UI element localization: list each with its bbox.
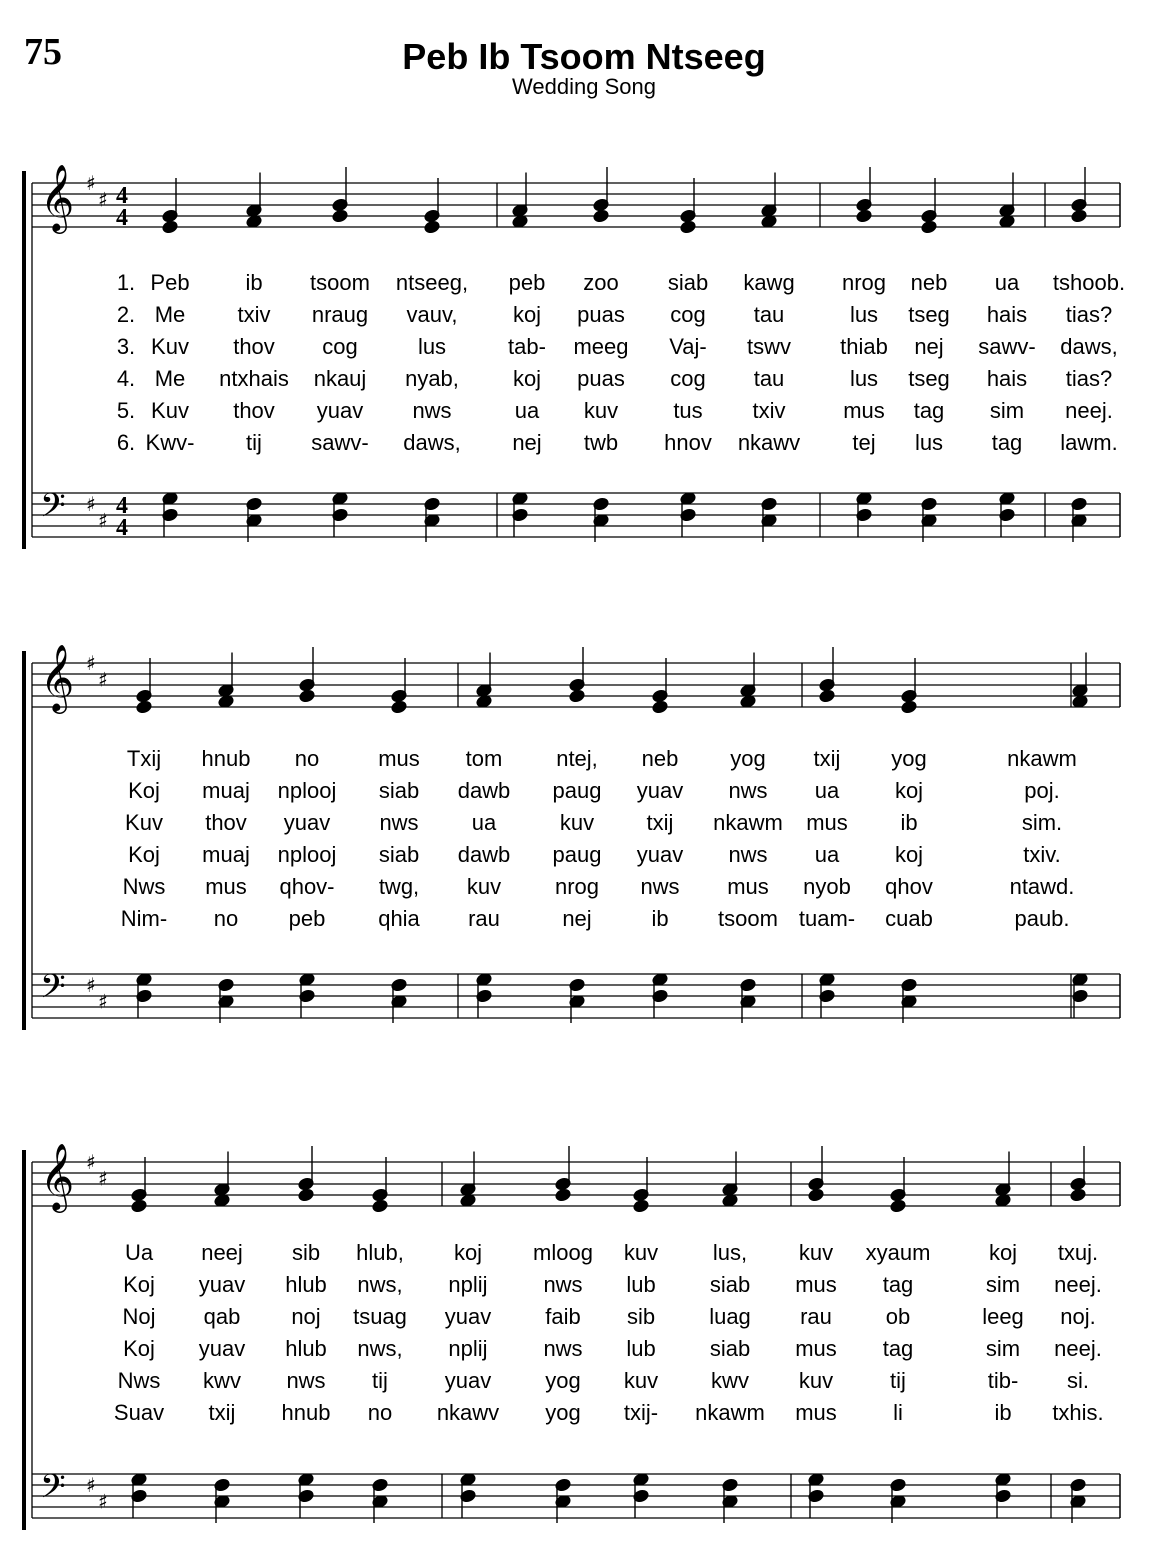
lyric-syllable: lus [849,302,879,327]
lyric-syllable: neej. [1054,1336,1102,1361]
sharp-icon: ♯ [98,187,108,212]
lyric-syllable: yuav [316,398,364,423]
lyric-line [0,810,1150,840]
treble-note [162,220,179,234]
sharp-icon: ♯ [98,667,108,692]
treble-note [901,700,918,714]
treble-note [299,689,316,703]
lyric-syllable: txij [646,810,674,835]
lyric-syllable: cog [322,334,358,359]
lyric-syllable: noj [291,1304,321,1329]
lyric-syllable: txiv [237,302,271,327]
lyric-line [0,746,1150,776]
lyric-syllable: tag [882,1336,914,1361]
lyric-syllable: nkawm [713,810,783,835]
lyric-syllable: yuav [198,1336,246,1361]
lyric-line [0,1272,1150,1302]
lyric-syllable: noj. [1060,1304,1096,1329]
lyric-syllable: lus [417,334,447,359]
lyric-syllable: muaj [202,842,250,867]
lyric-syllable: hnub [281,1400,331,1425]
lyric-syllable: tias? [1065,302,1113,327]
lyric-syllable: nws [379,810,419,835]
lyric-syllable: tuam- [798,906,856,931]
treble-note [652,700,669,714]
lyric-syllable: daws, [403,430,461,455]
lyric-syllable: peb [288,906,326,931]
lyric-line [0,906,1150,936]
lyric-syllable: ob [885,1304,911,1329]
lyric-syllable: txiv. [1023,842,1061,867]
lyric-line [0,270,1150,300]
verse-number: 6. [116,430,136,455]
lyric-syllable: nplooj [277,842,337,867]
lyric-syllable: ib [900,810,918,835]
lyric-syllable: ib [651,906,669,931]
lyric-syllable: txij [208,1400,236,1425]
lyric-syllable: kuv [623,1368,659,1393]
lyric-syllable: nplooj [277,778,337,803]
lyric-syllable: yuav [198,1272,246,1297]
lyric-syllable: siab [378,778,420,803]
time-signature: 4 [116,183,128,209]
lyric-syllable: koj [453,1240,483,1265]
lyric-syllable: txiv [752,398,786,423]
lyric-syllable: nkawm [695,1400,765,1425]
lyric-syllable: sib [291,1240,321,1265]
lyric-syllable: qhov- [279,874,335,899]
lyric-syllable: hnub [201,746,251,771]
lyric-line [0,334,1150,364]
lyric-line [0,302,1150,332]
treble-note [593,209,610,223]
sharp-icon: ♯ [98,989,108,1014]
lyric-syllable: xyaum [865,1240,931,1265]
lyric-syllable: rau [468,906,500,931]
lyric-syllable: ntej, [556,746,598,771]
lyric-syllable: leeg [982,1304,1024,1329]
lyric-syllable: tswv [747,334,791,359]
lyric-syllable: nraug [311,302,369,327]
lyric-syllable: cog [670,366,706,391]
lyric-syllable: qhov [885,874,933,899]
lyric-syllable: sawv- [311,430,369,455]
lyric-syllable: kawg [743,270,795,295]
sharp-icon: ♯ [98,508,108,533]
treble-clef-icon: 𝄞 [40,163,75,231]
lyric-syllable: kuv [798,1240,834,1265]
lyric-syllable: tsoom [310,270,370,295]
lyric-syllable: muaj [202,778,250,803]
verse-number: 4. [116,366,136,391]
lyric-syllable: ntawd. [1009,874,1075,899]
lyric-syllable: mus [727,874,769,899]
verse-number: 1. [116,270,136,295]
lyric-syllable: hlub [285,1272,327,1297]
sharp-icon: ♯ [86,1150,96,1174]
treble-note [391,700,408,714]
lyric-syllable: tab- [508,334,546,359]
lyric-syllable: Peb [150,270,190,295]
lyric-syllable: nws, [357,1336,403,1361]
lyric-syllable: Vaj- [669,334,707,359]
lyric-syllable: neej. [1065,398,1113,423]
lyric-syllable: koj [512,302,542,327]
lyric-syllable: dawb [457,842,511,867]
treble-note [819,689,836,703]
lyric-syllable: tseg [908,366,950,391]
lyric-syllable: peb [508,270,546,295]
lyric-syllable: daws, [1060,334,1118,359]
lyric-syllable: siab [709,1336,751,1361]
lyric-line [0,1368,1150,1398]
lyric-syllable: nej [512,430,542,455]
lyric-syllable: tij [246,430,262,455]
lyric-syllable: koj [988,1240,1018,1265]
lyric-syllable: tus [673,398,703,423]
lyric-syllable: Kuv [151,334,189,359]
lyric-line [0,1400,1150,1430]
lyric-syllable: siab [709,1272,751,1297]
lyric-syllable: tag [882,1272,914,1297]
lyric-line [0,1304,1150,1334]
lyric-syllable: mus [843,398,885,423]
treble-note [890,1199,907,1213]
lyric-syllable: lub [626,1272,656,1297]
treble-note [1071,209,1088,223]
lyric-syllable: yuav [636,842,684,867]
verse-number: 5. [116,398,136,423]
treble-clef-icon: 𝄞 [40,1142,75,1210]
lyric-syllable: nws [728,842,768,867]
lyric-syllable: li [893,1400,903,1425]
treble-note [680,220,697,234]
bass-clef-icon: 𝄢 [40,1468,66,1514]
treble-note [136,700,153,714]
lyric-syllable: kuv [798,1368,834,1393]
lyric-syllable: tag [991,430,1023,455]
lyric-syllable: nws [412,398,452,423]
lyric-syllable: nej [562,906,592,931]
lyric-syllable: Koj [123,1272,155,1297]
lyric-syllable: yog [730,746,766,771]
lyric-syllable: faib [545,1304,581,1329]
lyric-syllable: mus [795,1336,837,1361]
lyric-syllable: tias? [1065,366,1113,391]
lyric-syllable: yuav [444,1368,492,1393]
lyric-syllable: txhis. [1052,1400,1104,1425]
lyric-syllable: no [213,906,239,931]
lyric-syllable: sim. [1021,810,1063,835]
lyric-syllable: paug [552,778,602,803]
lyric-syllable: nrog [841,270,887,295]
treble-note [555,1188,572,1202]
lyric-syllable: tij [890,1368,906,1393]
lyric-syllable: vauv, [406,302,458,327]
lyric-syllable: puas [577,366,625,391]
lyric-syllable: twb [583,430,619,455]
lyric-line [0,398,1150,428]
lyric-syllable: nws [640,874,680,899]
lyric-syllable: tau [753,302,785,327]
lyric-syllable: poj. [1024,778,1060,803]
lyric-syllable: hlub [285,1336,327,1361]
lyric-syllable: tshoob. [1052,270,1126,295]
lyric-syllable: nws [543,1272,583,1297]
lyric-syllable: Nws [117,1368,161,1393]
lyric-syllable: neb [641,746,679,771]
lyric-syllable: Ua [124,1240,154,1265]
treble-note [332,209,349,223]
lyric-syllable: kuv [583,398,619,423]
lyric-syllable: nws [728,778,768,803]
lyric-syllable: dawb [457,778,511,803]
lyric-line [0,874,1150,904]
lyric-syllable: yog [545,1368,581,1393]
lyric-syllable: tib- [987,1368,1019,1393]
sharp-icon: ♯ [98,1166,108,1191]
lyric-syllable: hlub, [356,1240,404,1265]
lyric-syllable: txuj. [1057,1240,1099,1265]
lyric-syllable: nkawm [1007,746,1077,771]
lyric-syllable: Noj [122,1304,156,1329]
lyric-syllable: kwv [711,1368,749,1393]
lyric-syllable: si. [1067,1368,1089,1393]
lyric-syllable: nyob [803,874,851,899]
lyric-syllable: Txij [126,746,162,771]
lyric-syllable: sim [985,1272,1021,1297]
lyric-syllable: zoo [583,270,619,295]
lyric-syllable: siab [378,842,420,867]
lyric-syllable: neb [910,270,948,295]
lyric-syllable: sim [985,1336,1021,1361]
lyric-syllable: nkawv [436,1400,500,1425]
lyric-syllable: rau [800,1304,832,1329]
lyric-syllable: koj [894,778,924,803]
sharp-icon: ♯ [86,492,96,516]
lyric-syllable: neej [201,1240,243,1265]
lyric-syllable: nyab, [405,366,459,391]
lyric-syllable: lus [849,366,879,391]
lyric-syllable: tseg [908,302,950,327]
verse-number: 3. [116,334,136,359]
lyric-syllable: lus [914,430,944,455]
lyric-syllable: hais [986,302,1028,327]
lyric-syllable: paug [552,842,602,867]
lyric-syllable: luag [709,1304,751,1329]
lyric-syllable: Kwv- [145,430,195,455]
lyric-syllable: cog [670,302,706,327]
lyric-syllable: paub. [1014,906,1070,931]
lyric-line [0,430,1150,460]
lyric-syllable: koj [894,842,924,867]
lyric-syllable: tij [372,1368,388,1393]
lyric-syllable: neej. [1054,1272,1102,1297]
lyric-syllable: siab [667,270,709,295]
lyric-syllable: nkauj [313,366,367,391]
lyric-syllable: cuab [885,906,933,931]
lyric-syllable: sim [989,398,1025,423]
lyric-syllable: mus [795,1272,837,1297]
lyric-syllable: txij [813,746,841,771]
lyric-syllable: ua [514,398,540,423]
lyric-syllable: Me [154,302,186,327]
lyric-syllable: sib [626,1304,656,1329]
lyric-syllable: tau [753,366,785,391]
lyric-line [0,1336,1150,1366]
treble-note [633,1199,650,1213]
lyric-line [0,366,1150,396]
lyric-syllable: koj [512,366,542,391]
lyric-line [0,842,1150,872]
sharp-icon: ♯ [98,1489,108,1514]
lyric-syllable: nws [543,1336,583,1361]
treble-note [131,1199,148,1213]
treble-note [856,209,873,223]
lyric-syllable: nplij [448,1336,488,1361]
lyric-syllable: sawv- [978,334,1036,359]
time-signature: 4 [116,205,128,231]
lyric-syllable: tag [913,398,945,423]
lyric-syllable: thov [205,810,247,835]
lyric-syllable: ntseeg, [395,270,469,295]
lyric-syllable: nws, [357,1272,403,1297]
lyric-syllable: ib [245,270,263,295]
lyric-syllable: Me [154,366,186,391]
treble-note [569,689,586,703]
lyric-syllable: thov [233,398,275,423]
lyric-line [0,1240,1150,1270]
lyric-syllable: qhia [378,906,420,931]
lyric-syllable: Koj [128,842,160,867]
lyric-syllable: txij- [623,1400,659,1425]
lyric-syllable: tsoom [718,906,778,931]
lyric-syllable: thiab [840,334,888,359]
lyric-syllable: ua [814,842,840,867]
lyric-syllable: ib [994,1400,1012,1425]
lyric-syllable: thov [233,334,275,359]
lyric-syllable: Suav [113,1400,165,1425]
hymn-number: 75 [24,31,62,73]
lyric-syllable: kuv [559,810,595,835]
lyric-syllable: ua [814,778,840,803]
lyric-syllable: tsuag [353,1304,407,1329]
lyric-syllable: mus [378,746,420,771]
treble-note [921,220,938,234]
lyric-syllable: yuav [636,778,684,803]
lyric-syllable: mus [795,1400,837,1425]
verse-number: 2. [116,302,136,327]
lyric-syllable: Kuv [125,810,163,835]
sharp-icon: ♯ [86,973,96,997]
lyric-syllable: tom [465,746,503,771]
lyric-syllable: no [294,746,320,771]
lyric-syllable: kuv [466,874,502,899]
sharp-icon: ♯ [86,1473,96,1497]
lyric-syllable: no [367,1400,393,1425]
lyric-syllable: nws [286,1368,326,1393]
lyric-syllable: ua [471,810,497,835]
lyric-syllable: Nim- [120,906,168,931]
lyric-syllable: yuav [444,1304,492,1329]
treble-note [1070,1188,1087,1202]
time-signature: 4 [116,493,128,519]
lyric-syllable: puas [577,302,625,327]
bass-clef-icon: 𝄢 [40,968,66,1014]
lyric-syllable: mus [806,810,848,835]
lyric-line [0,778,1150,808]
time-signature: 4 [116,515,128,541]
lyric-syllable: nej [914,334,944,359]
hymn-title: Peb Ib Tsoom Ntseeg [402,36,766,77]
lyric-syllable: nplij [448,1272,488,1297]
lyric-syllable: meeg [573,334,629,359]
sharp-icon: ♯ [86,651,96,675]
lyric-syllable: qab [203,1304,241,1329]
lyric-syllable: hnov [664,430,712,455]
treble-note [424,220,441,234]
lyric-syllable: kuv [623,1240,659,1265]
lyric-syllable: hais [986,366,1028,391]
lyric-syllable: kwv [203,1368,241,1393]
treble-note [808,1188,825,1202]
hymn-subtitle: Wedding Song [512,74,656,99]
treble-note [372,1199,389,1213]
lyric-syllable: Nws [122,874,166,899]
lyric-syllable: twg, [378,874,420,899]
lyric-syllable: yog [891,746,927,771]
lyric-syllable: lub [626,1336,656,1361]
lyric-syllable: Kuv [151,398,189,423]
bass-clef-icon: 𝄢 [40,487,66,533]
treble-note [298,1188,315,1202]
lyric-syllable: yuav [283,810,331,835]
lyric-syllable: yog [545,1400,581,1425]
lyric-syllable: ua [994,270,1020,295]
lyric-syllable: nkawv [737,430,801,455]
lyric-syllable: Koj [123,1336,155,1361]
lyric-syllable: tej [852,430,876,455]
treble-clef-icon: 𝄞 [40,643,75,711]
lyric-syllable: mus [205,874,247,899]
lyric-syllable: lus, [712,1240,748,1265]
sharp-icon: ♯ [86,171,96,195]
lyric-syllable: nrog [554,874,600,899]
lyric-syllable: ntxhais [219,366,289,391]
lyric-syllable: Koj [128,778,160,803]
lyric-syllable: lawm. [1060,430,1118,455]
lyric-syllable: mloog [533,1240,593,1265]
